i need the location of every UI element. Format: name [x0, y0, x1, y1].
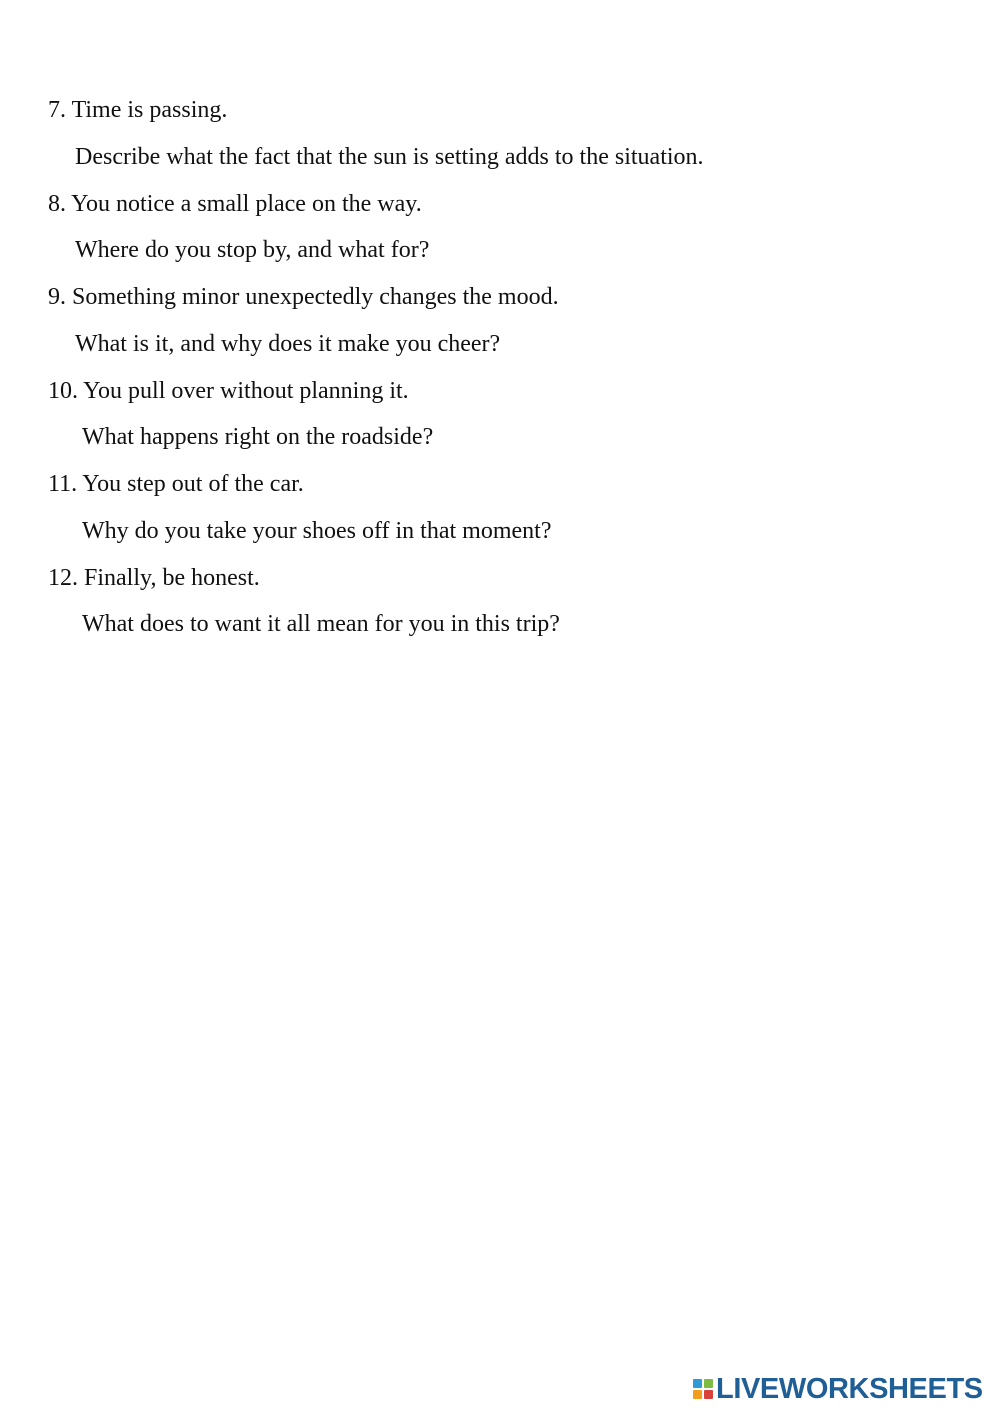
logo-square-orange — [693, 1390, 702, 1399]
prompt-11: Why do you take your shoes off in that moment? — [82, 518, 552, 544]
prompt-10: What happens right on the roadside? — [82, 424, 434, 450]
prompt-9: What is it, and why does it make you cheer? — [75, 331, 501, 357]
question-9: 9. Something minor unexpectedly changes the mood. — [48, 284, 559, 310]
question-11: 11. You step out of the car. — [48, 471, 304, 497]
prompt-8: Where do you stop by, and what for? — [75, 237, 430, 263]
liveworksheets-brand — [693, 1374, 983, 1404]
prompt-7: Describe what the fact that the sun is setting adds to the situation. — [75, 144, 704, 170]
logo-square-red — [704, 1390, 713, 1399]
question-7: 7. Time is passing. — [48, 97, 228, 123]
brand-name: LIVEWORKSHEETS — [716, 1373, 983, 1405]
logo-square-green — [704, 1379, 713, 1388]
question-8: 8. You notice a small place on the way. — [48, 191, 422, 217]
logo-square-blue — [693, 1379, 702, 1388]
question-10: 10. You pull over without planning it. — [48, 378, 409, 404]
liveworksheets-logo-icon — [693, 1379, 713, 1399]
prompt-12: What does to want it all mean for you in this trip? — [82, 611, 560, 637]
question-12: 12. Finally, be honest. — [48, 565, 260, 591]
